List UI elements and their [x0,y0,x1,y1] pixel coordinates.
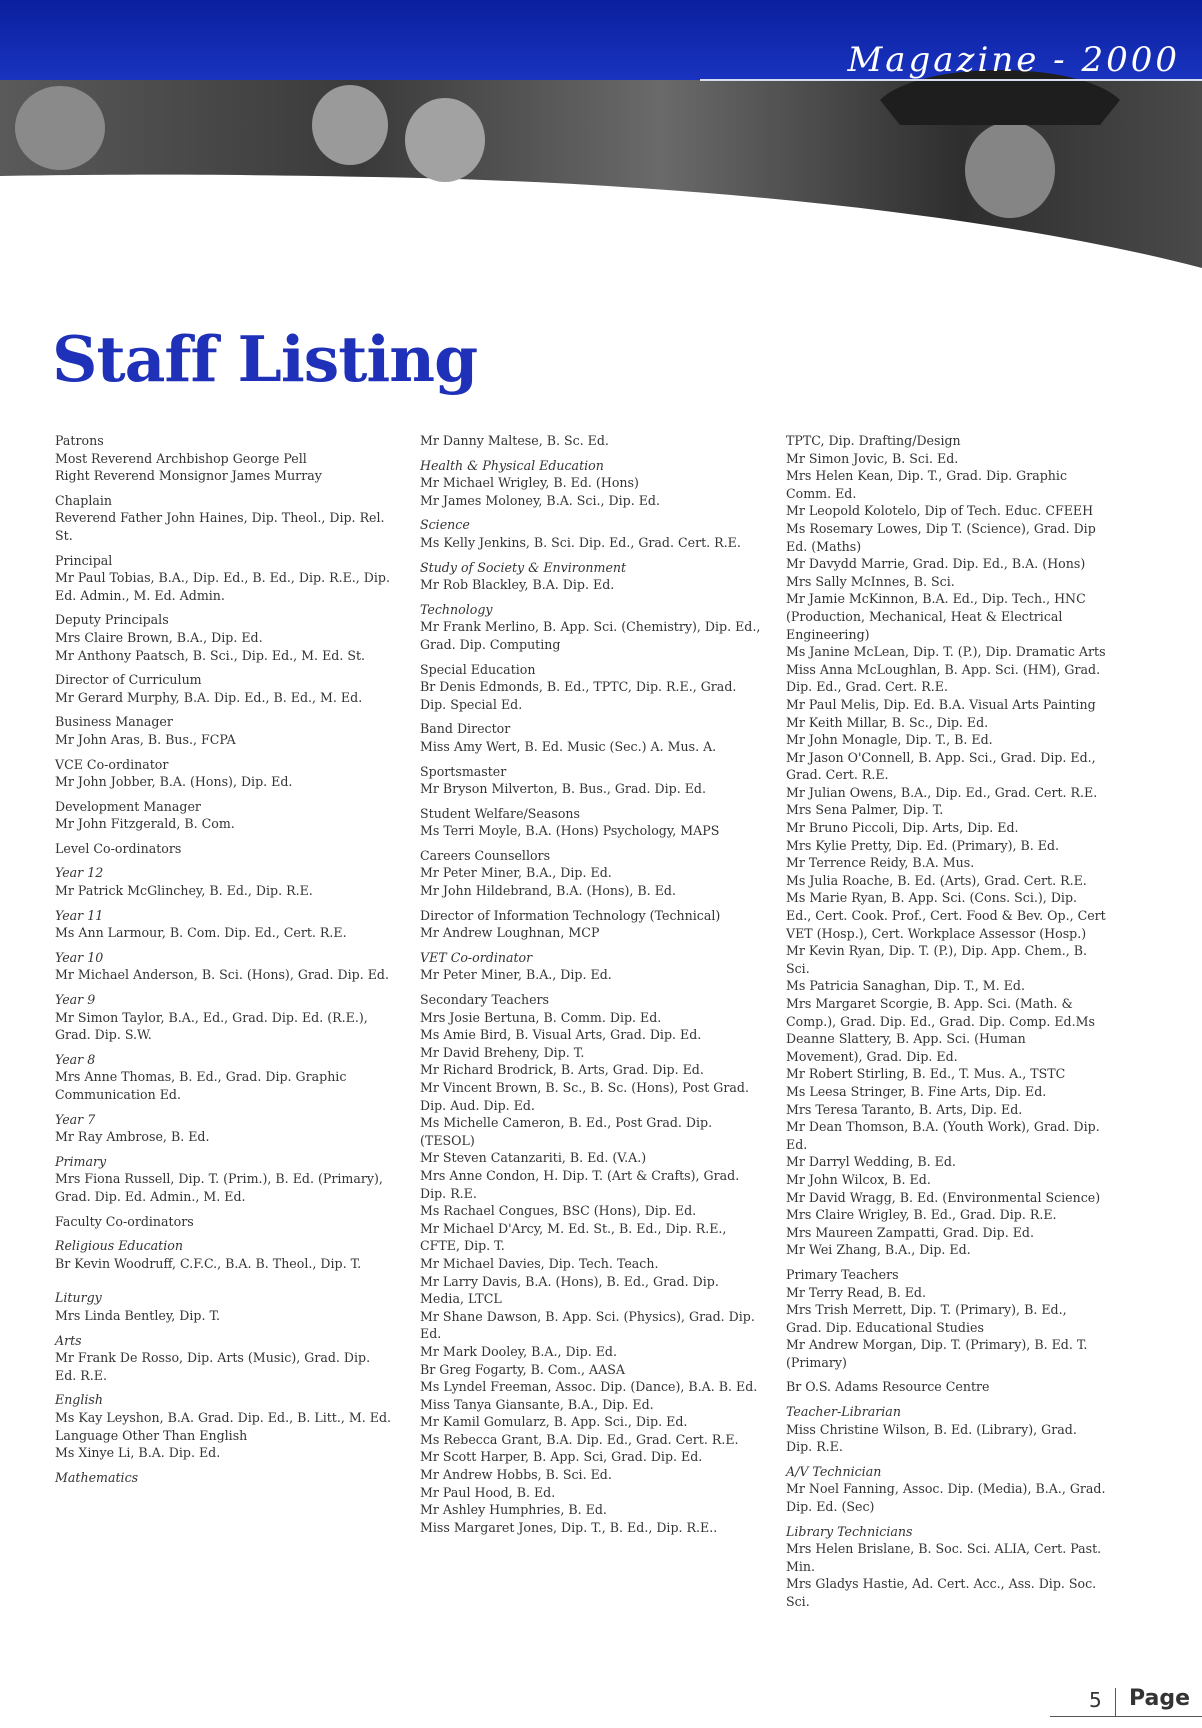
staff-section [55,991,395,1044]
section-heading: Patrons [55,433,104,448]
staff-section [420,991,765,1536]
section-heading: Year 10 [55,949,104,965]
section-heading: Primary [55,1153,107,1169]
staff-entry: Mrs Teresa Taranto, B. Arts, Dip. Ed. [786,1101,1023,1117]
staff-section [55,713,395,748]
staff-entry: Mr John Fitzgerald, B. Com. [55,816,235,832]
staff-entry: Mr Simon Taylor, B.A., Ed., Grad. Dip. Ed. (R.E.), Grad. Dip. S.W. [55,1009,368,1043]
staff-entry: Mr Gerard Murphy, B.A. Dip. Ed., B. Ed., M. Ed. [55,689,363,705]
staff-entry: Mr Bruno Piccoli, Dip. Arts, Dip. Ed. [786,820,1019,836]
staff-section [55,552,395,605]
page-label: Page [1129,1686,1191,1711]
staff-section [55,1237,395,1272]
staff-section [420,457,765,510]
staff-entry: Mr Leopold Kolotelo, Dip of Tech. Educ. CFEEH [786,503,1094,519]
section-heading: Business Manager [55,714,173,730]
staff-section [420,720,765,755]
magazine-title: Magazine - 2000 [847,40,1180,80]
section-heading: Director of Curriculum [55,672,202,688]
staff-entry: TPTC, Dip. Drafting/Design [786,433,961,448]
staff-entry: Mr David Breheny, Dip. T. [420,1044,585,1060]
staff-entry: Mr Simon Jovic, B. Sci. Ed. [786,450,959,466]
staff-section [55,1332,395,1385]
section-heading: Study of Society & Environment [420,559,627,575]
section-heading: Health & Physical Education [420,457,604,473]
staff-entry: Miss Christine Wilson, B. Ed. (Library), Grad. Dip. R.E. [786,1421,1077,1455]
staff-section [420,907,765,942]
staff-entry: Ms Terri Moyle, B.A. (Hons) Psychology, MAPS [420,823,720,839]
staff-entry: Miss Anna McLoughlan, B. App. Sci. (HM), Grad. Dip. Ed., Grad. Cert. R.E. [786,661,1101,695]
staff-entry: Mrs Josie Bertuna, B. Comm. Dip. Ed. [420,1009,662,1025]
staff-entry: Ms Kelly Jenkins, B. Sci. Dip. Ed., Grad. Cert. R.E. [420,534,741,550]
staff-section [55,1111,395,1146]
staff-section [55,840,395,858]
section-heading: Teacher-Librarian [786,1404,901,1420]
staff-entry: Mr Robert Stirling, B. Ed., T. Mus. A., TSTC [786,1066,1066,1082]
staff-entry: Language Other Than English [55,1427,248,1443]
staff-entry: Mrs Fiona Russell, Dip. T. (Prim.), B. Ed. (Primary), Grad. Dip. Ed. Admin., M. Ed. [55,1171,383,1204]
section-heading: Director of Information Technology (Technical) [420,907,721,923]
staff-entry: Mr Ashley Humphries, B. Ed. [420,1502,607,1518]
staff-entry: Miss Tanya Giansante, B.A., Dip. Ed. [420,1396,654,1412]
staff-entry: Ms Rebecca Grant, B.A. Dip. Ed., Grad. Cert. R.E. [420,1431,739,1447]
staff-entry: Mr Andrew Hobbs, B. Sci. Ed. [420,1467,612,1483]
staff-entry: Mrs Claire Brown, B.A., Dip. Ed. [55,629,263,645]
staff-section [786,1378,1106,1396]
section-heading: Level Co-ordinators [55,840,182,856]
staff-section [420,661,765,714]
section-heading: Technology [420,601,493,617]
section-heading: A/V Technician [786,1463,882,1479]
section-heading: Faculty Co-ordinators [55,1213,194,1229]
staff-entry: Mr Terrence Reidy, B.A. Mus. [786,855,975,871]
staff-entry: Mr Bryson Milverton, B. Bus., Grad. Dip. Ed. [420,781,706,797]
staff-entry: Mr Patrick McGlinchey, B. Ed., Dip. R.E. [55,883,313,899]
staff-entry: Mr John Aras, B. Bus., FCPA [55,731,236,747]
staff-entry: Mrs Maureen Zampatti, Grad. Dip. Ed. [786,1224,1034,1240]
section-heading: Special Education [420,661,536,677]
staff-entry: Mr Terry Read, B. Ed. [786,1284,926,1300]
staff-entry: Ms Kay Leyshon, B.A. Grad. Dip. Ed., B. Litt., M. Ed. [55,1409,392,1425]
staff-entry: Miss Margaret Jones, Dip. T., B. Ed., Dip. R.E.. [420,1519,718,1535]
section-heading: Religious Education [55,1238,183,1254]
page-number-separator [1115,1688,1116,1716]
section-heading: Chaplain [55,492,112,508]
section-heading: Student Welfare/Seasons [420,805,580,821]
staff-entry: Mr Mark Dooley, B.A., Dip. Ed. [420,1343,617,1359]
staff-entry: Mr Danny Maltese, B. Sc. Ed. [420,433,609,448]
staff-entry: Mr Michael Anderson, B. Sci. (Hons), Grad. Dip. Ed. [55,967,389,983]
staff-section [786,1523,1106,1611]
staff-entry: Mr Richard Brodrick, B. Arts, Grad. Dip. Ed. [420,1062,704,1078]
staff-column-3 [786,432,1106,1611]
staff-section [786,432,1106,1259]
staff-entry: Ms Amie Bird, B. Visual Arts, Grad. Dip. Ed. [420,1027,702,1043]
page-number: 5 [1089,1688,1102,1712]
staff-entry: Mr Anthony Paatsch, B. Sci., Dip. Ed., M. Ed. St. [55,647,366,663]
section-heading: Library Technicians [786,1523,913,1539]
section-heading: Deputy Principals [55,612,169,628]
staff-entry: Mrs Anne Thomas, B. Ed., Grad. Dip. Graphic Communication Ed. [55,1069,347,1102]
staff-section [55,949,395,984]
photo-face [312,85,388,165]
staff-section [55,756,395,791]
photo-face [15,86,105,170]
staff-entry: Mrs Sally McInnes, B. Sci. [786,573,955,589]
staff-entry: Miss Amy Wert, B. Ed. Music (Sec.) A. Mus. A. [420,738,717,754]
staff-section [420,763,765,798]
staff-entry: Mr Paul Hood, B. Ed. [420,1484,556,1500]
staff-entry: Mr Steven Catanzariti, B. Ed. (V.A.) [420,1150,647,1166]
staff-entry: Ms Rosemary Lowes, Dip T. (Science), Grad. Dip Ed. (Maths) [786,520,1096,554]
section-heading: Arts [55,1332,82,1348]
staff-entry: Mr Michael D'Arcy, M. Ed. St., B. Ed., Dip. R.E., CFTE, Dip. T. [420,1220,727,1254]
staff-entry: Mr Larry Davis, B.A. (Hons), B. Ed., Grad. Dip. Media, LTCL [420,1273,719,1307]
staff-entry: Mrs Claire Wrigley, B. Ed., Grad. Dip. R.E. [786,1207,1057,1223]
header-banner [0,0,1202,270]
staff-section [55,1469,395,1487]
staff-entry: Ms Michelle Cameron, B. Ed., Post Grad. Dip. (TESOL) [420,1115,713,1148]
staff-entry: Mrs Sena Palmer, Dip. T. [786,802,944,818]
staff-entry: Br Denis Edmonds, B. Ed., TPTC, Dip. R.E., Grad. Dip. Special Ed. [420,679,737,712]
staff-entry: Mr Frank Merlino, B. App. Sci. (Chemistry), Dip. Ed., Grad. Dip. Computing [420,619,761,652]
staff-entry: Mr Paul Melis, Dip. Ed. B.A. Visual Arts Painting [786,696,1096,712]
staff-entry: Br Greg Fogarty, B. Com., AASA [420,1361,625,1377]
section-gap [55,1279,395,1289]
section-heading: Liturgy [55,1290,102,1306]
staff-section [55,611,395,664]
staff-entry: Mr Wei Zhang, B.A., Dip. Ed. [786,1242,971,1258]
staff-entry: Most Reverend Archbishop George Pell [55,450,307,466]
section-heading: Mathematics [55,1469,139,1485]
staff-entry: Mrs Helen Brislane, B. Soc. Sci. ALIA, Cert. Past. Min. [786,1541,1102,1574]
staff-entry: Right Reverend Monsignor James Murray [55,468,322,484]
staff-section [55,671,395,706]
staff-section [420,805,765,840]
staff-section [55,432,395,485]
staff-entry: Mr Vincent Brown, B. Sc., B. Sc. (Hons), Post Grad. Dip. Aud. Dip. Ed. [420,1080,749,1113]
staff-section [55,492,395,545]
staff-entry: Mr Jason O'Connell, B. App. Sci., Grad. Dip. Ed., Grad. Cert. R.E. [786,749,1096,783]
staff-entry: Mrs Kylie Pretty, Dip. Ed. (Primary), B. Ed. [786,837,1060,853]
staff-entry: Ms Julia Roache, B. Ed. (Arts), Grad. Cert. R.E. [786,872,1087,888]
staff-entry: Mr Peter Miner, B.A., Dip. Ed. [420,967,612,983]
section-heading: English [55,1392,103,1408]
staff-section [55,1391,395,1461]
staff-entry: Mr John Jobber, B.A. (Hons), Dip. Ed. [55,774,293,790]
staff-entry: Mrs Margaret Scorgie, B. App. Sci. (Math. & Comp.), Grad. Dip. Ed., Grad. Dip. Comp. Ed.Ms Deanne Slattery, B. App. Sci. (Human Movement), Grad. Dip. Ed. [786,996,1095,1064]
staff-entry: Mr Paul Tobias, B.A., Dip. Ed., B. Ed., Dip. R.E., Dip. Ed. Admin., M. Ed. Admin. [55,570,390,603]
staff-entry: Ms Marie Ryan, B. App. Sci. (Cons. Sci.), Dip. Ed., Cert. Cook. Prof., Cert. Food & Bev. Op., Cert VET (Hosp.), Cert. Workplace Assessor (Hosp.) [786,890,1106,941]
staff-section [786,1403,1106,1456]
staff-entry: Mr Kamil Gomularz, B. App. Sci., Dip. Ed. [420,1414,688,1430]
staff-section [420,847,765,900]
section-heading: VCE Co-ordinator [55,756,169,772]
staff-section [55,1213,395,1231]
section-heading: Development Manager [55,798,201,814]
staff-entry: Mr Dean Thomson, B.A. (Youth Work), Grad. Dip. Ed. [786,1119,1100,1152]
staff-section [55,798,395,833]
staff-entry: Mrs Helen Kean, Dip. T., Grad. Dip. Graphic Comm. Ed. [786,468,1068,501]
staff-entry: Mr Peter Miner, B.A., Dip. Ed. [420,865,612,881]
staff-column-1 [55,432,395,1486]
staff-entry: Mr John Hildebrand, B.A. (Hons), B. Ed. [420,883,676,899]
staff-entry: Mr Michael Davies, Dip. Tech. Teach. [420,1255,659,1271]
staff-section [420,601,765,654]
staff-entry: Mrs Trish Merrett, Dip. T. (Primary), B. Ed., Grad. Dip. Educational Studies [786,1302,1067,1335]
staff-entry: Mr Darryl Wedding, B. Ed. [786,1154,956,1170]
section-heading: Year 7 [55,1111,96,1127]
staff-entry: Mr Scott Harper, B. App. Sci, Grad. Dip. Ed. [420,1449,703,1465]
staff-entry: Mr Andrew Loughnan, MCP [420,925,600,941]
section-heading: Principal [55,552,113,568]
staff-entry: Mrs Gladys Hastie, Ad. Cert. Acc., Ass. Dip. Soc. Sci. [786,1576,1097,1609]
staff-section [420,559,765,594]
staff-entry: Mrs Linda Bentley, Dip. T. [55,1307,221,1323]
section-heading: Year 11 [55,907,104,923]
staff-section [786,1463,1106,1516]
section-heading: Year 12 [55,865,104,881]
staff-entry: Mr Shane Dawson, B. App. Sci. (Physics), Grad. Dip. Ed. [420,1308,755,1342]
staff-entry: Ms Xinye Li, B.A. Dip. Ed. [55,1445,221,1461]
section-heading: Band Director [420,721,511,737]
footer-rule [1050,1716,1202,1717]
staff-entry: Ms Janine McLean, Dip. T. (P.), Dip. Dramatic Arts [786,644,1106,660]
staff-entry: Mr Rob Blackley, B.A. Dip. Ed. [420,577,615,593]
section-heading: Year 8 [55,1051,96,1067]
staff-entry: Mr Andrew Morgan, Dip. T. (Primary), B. Ed. T. (Primary) [786,1337,1088,1370]
section-heading: Careers Counsellors [420,847,551,863]
staff-section [55,1153,395,1206]
staff-section [786,1266,1106,1372]
staff-section [420,432,765,450]
staff-entry: Mr Kevin Ryan, Dip. T. (P.), Dip. App. Chem., B. Sci. [786,943,1088,976]
staff-section [55,864,395,899]
staff-section [55,1279,395,1324]
staff-entry: Mr Davydd Marrie, Grad. Dip. Ed., B.A. (Hons) [786,556,1086,572]
section-heading: Sportsmaster [420,763,507,779]
staff-entry: Mrs Anne Condon, H. Dip. T. (Art & Crafts), Grad. Dip. R.E. [420,1167,740,1201]
staff-section [420,949,765,984]
staff-section [55,907,395,942]
page-title: Staff Listing [52,322,478,396]
staff-entry: Mr Ray Ambrose, B. Ed. [55,1129,210,1145]
section-heading: Science [420,517,470,533]
staff-section [55,1051,395,1104]
staff-entry: Mr John Monagle, Dip. T., B. Ed. [786,732,993,748]
staff-entry: Mr John Wilcox, B. Ed. [786,1171,931,1187]
section-heading: Year 9 [55,992,96,1008]
staff-entry: Mr James Moloney, B.A. Sci., Dip. Ed. [420,492,660,508]
section-heading: VET Co-ordinator [420,949,533,965]
section-heading: Br O.S. Adams Resource Centre [786,1379,990,1395]
staff-entry: Mr Michael Wrigley, B. Ed. (Hons) [420,475,639,491]
staff-entry: Mr David Wragg, B. Ed. (Environmental Science) [786,1189,1101,1205]
staff-entry: Reverend Father John Haines, Dip. Theol., Dip. Rel. St. [55,510,385,543]
staff-entry: Ms Leesa Stringer, B. Fine Arts, Dip. Ed. [786,1083,1047,1099]
staff-entry: Mr Frank De Rosso, Dip. Arts (Music), Grad. Dip. Ed. R.E. [55,1350,371,1383]
staff-entry: Br Kevin Woodruff, C.F.C., B.A. B. Theol., Dip. T. [55,1255,362,1271]
staff-entry: Ms Patricia Sanaghan, Dip. T., M. Ed. [786,978,1025,994]
section-heading: Secondary Teachers [420,992,550,1008]
staff-section [420,516,765,551]
staff-entry: Mr Jamie McKinnon, B.A. Ed., Dip. Tech., HNC (Production, Mechanical, Heat & Electrical Engineering) [786,591,1086,642]
staff-column-2 [420,432,765,1536]
staff-entry: Ms Lyndel Freeman, Assoc. Dip. (Dance), B.A. B. Ed. [420,1379,758,1395]
staff-entry: Ms Ann Larmour, B. Com. Dip. Ed., Cert. R.E. [55,925,347,941]
staff-entry: Mr Keith Millar, B. Sc., Dip. Ed. [786,714,989,730]
staff-entry: Mr Noel Fanning, Assoc. Dip. (Media), B.A., Grad. Dip. Ed. (Sec) [786,1481,1106,1515]
section-heading: Primary Teachers [786,1266,899,1282]
staff-entry: Mr Julian Owens, B.A., Dip. Ed., Grad. Cert. R.E. [786,784,1098,800]
staff-entry: Ms Rachael Congues, BSC (Hons), Dip. Ed. [420,1203,697,1219]
